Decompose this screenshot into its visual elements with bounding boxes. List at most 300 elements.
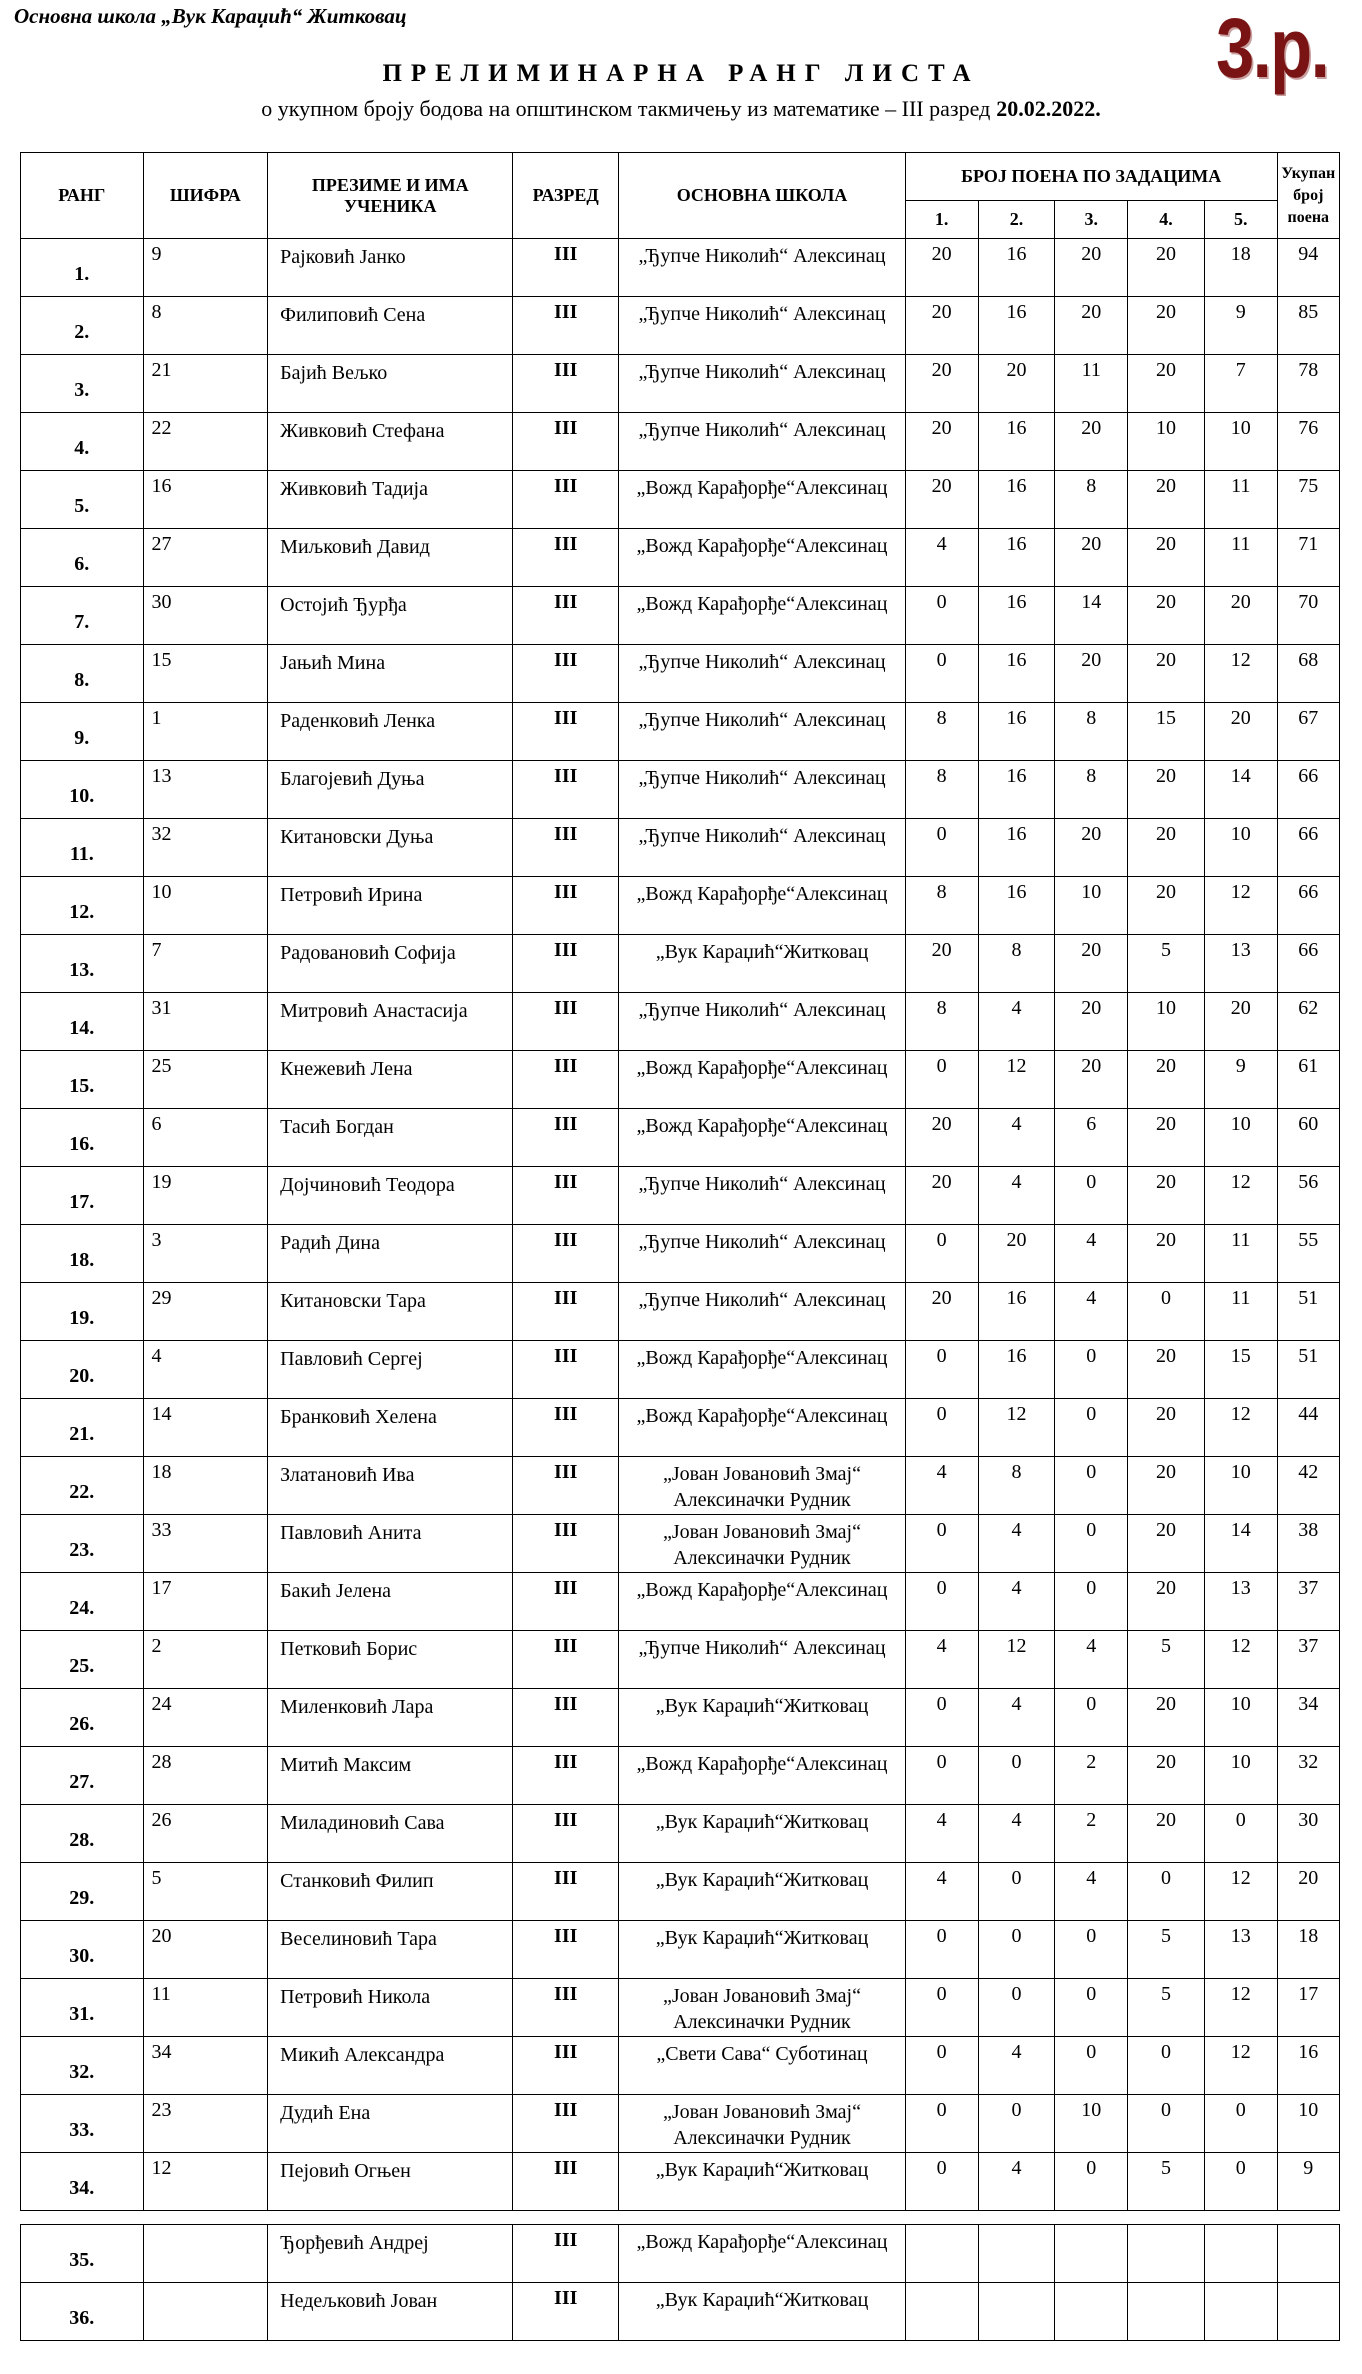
rank-cell: 6. [21,529,144,587]
rank-cell: 32. [21,2037,144,2095]
code-cell: 9 [143,239,268,297]
rank-cell: 34. [21,2153,144,2211]
task-5-points: 18 [1204,239,1277,297]
task-4-points: 20 [1128,877,1205,935]
table-row [21,703,1340,761]
grade-badge: 3.р. [1216,1,1329,95]
table-row [21,935,1340,993]
student-name-cell: Радић Дина [268,1225,513,1283]
code-cell: 32 [143,819,268,877]
table-row [21,877,1340,935]
rank-cell: 2. [21,297,144,355]
table-row [21,1109,1340,1167]
rank-cell: 28. [21,1805,144,1863]
task-1-points: 4 [905,1805,978,1863]
student-name-cell: Живковић Стефана [268,413,513,471]
task-5-points: 10 [1204,413,1277,471]
col-grade-header: РАЗРЕД [513,153,619,239]
code-cell: 19 [143,1167,268,1225]
task-5-points: 13 [1204,1573,1277,1631]
task-4-points: 5 [1128,1979,1205,2037]
task-5-points: 0 [1204,2153,1277,2211]
grade-cell: III [513,1979,619,2037]
col-points-header: БРОЈ ПОЕНА ПО ЗАДАЦИМА [905,153,1277,201]
table-row [21,1457,1340,1515]
total-points: 42 [1277,1457,1339,1515]
grade-cell: III [513,819,619,877]
school-cell: „Вук Караџић“Житковац [619,2153,906,2211]
school-cell: „Вук Караџић“Житковац [619,1863,906,1921]
rank-cell: 18. [21,1225,144,1283]
student-name-cell: Бакић Јелена [268,1573,513,1631]
task-5-points: 12 [1204,1631,1277,1689]
task-2-points: 4 [978,1689,1055,1747]
rank-cell: 13. [21,935,144,993]
task-4-points: 20 [1128,1573,1205,1631]
task-2-points: 12 [978,1051,1055,1109]
task-4-points: 20 [1128,1747,1205,1805]
table-row [21,1979,1340,2037]
task-5-points: 9 [1204,1051,1277,1109]
school-cell: „Вук Караџић“Житковац [619,1921,906,1979]
table-row [21,1051,1340,1109]
code-cell: 17 [143,1573,268,1631]
code-cell: 34 [143,2037,268,2095]
total-points: 44 [1277,1399,1339,1457]
task-5-points: 13 [1204,935,1277,993]
task-5-points: 12 [1204,1167,1277,1225]
task-4-points: 20 [1128,1167,1205,1225]
rank-cell: 24. [21,1573,144,1631]
total-points: 16 [1277,2037,1339,2095]
code-cell: 4 [143,1341,268,1399]
code-cell: 21 [143,355,268,413]
student-name-cell: Петровић Ирина [268,877,513,935]
task-1-points: 8 [905,761,978,819]
task-5-points: 11 [1204,1225,1277,1283]
grade-cell: III [513,1051,619,1109]
task-5-points: 10 [1204,1109,1277,1167]
task-1-points: 0 [905,819,978,877]
task-4-points: 20 [1128,761,1205,819]
code-cell: 26 [143,1805,268,1863]
task-2-points: 16 [978,587,1055,645]
table-row [21,529,1340,587]
task-5-points: 15 [1204,1341,1277,1399]
task-5-points: 12 [1204,645,1277,703]
code-cell: 6 [143,1109,268,1167]
grade-cell: III [513,935,619,993]
student-name-cell: Јањић Мина [268,645,513,703]
task-1-points: 0 [905,2095,978,2153]
total-points: 94 [1277,239,1339,297]
task-1-points: 0 [905,1341,978,1399]
school-cell: „Вук Караџић“Житковац [619,1805,906,1863]
task-1-points: 4 [905,1631,978,1689]
code-cell: 7 [143,935,268,993]
table-body [21,239,1340,2341]
task-1-points [905,2283,978,2341]
task-4-points: 20 [1128,297,1205,355]
task-2-points: 8 [978,1457,1055,1515]
code-cell: 3 [143,1225,268,1283]
rank-cell: 16. [21,1109,144,1167]
col-task-5-header: 5. [1204,201,1277,239]
student-name-cell: Остојић Ђурђа [268,587,513,645]
task-2-points: 12 [978,1631,1055,1689]
task-2-points: 4 [978,1167,1055,1225]
rank-cell: 29. [21,1863,144,1921]
code-cell: 2 [143,1631,268,1689]
task-5-points: 13 [1204,1921,1277,1979]
task-2-points: 16 [978,529,1055,587]
total-points: 30 [1277,1805,1339,1863]
student-name-cell: Веселиновић Тара [268,1921,513,1979]
table-row [21,587,1340,645]
task-2-points: 4 [978,1805,1055,1863]
col-rank-header: РАНГ [21,153,144,239]
table-row [21,1747,1340,1805]
student-name-cell: Павловић Сергеј [268,1341,513,1399]
task-2-points: 16 [978,645,1055,703]
task-3-points: 11 [1055,355,1128,413]
task-5-points: 14 [1204,761,1277,819]
code-cell: 10 [143,877,268,935]
total-points: 51 [1277,1283,1339,1341]
table-row [21,1225,1340,1283]
table-row [21,413,1340,471]
student-name-cell: Китановски Тара [268,1283,513,1341]
rank-cell: 11. [21,819,144,877]
task-3-points: 0 [1055,1167,1128,1225]
task-3-points: 2 [1055,1805,1128,1863]
student-name-cell: Радовановић Софија [268,935,513,993]
rank-cell: 19. [21,1283,144,1341]
rank-cell: 12. [21,877,144,935]
code-cell [143,2283,268,2341]
code-cell: 1 [143,703,268,761]
table-separator-cell [21,2211,1340,2225]
task-2-points [978,2283,1055,2341]
student-name-cell: Бранковић Хелена [268,1399,513,1457]
school-cell: „Ђупче Николић“ Алексинац [619,239,906,297]
task-3-points [1055,2283,1128,2341]
total-points: 71 [1277,529,1339,587]
school-cell: „Вожд Карађорђе“Алексинац [619,587,906,645]
grade-cell: III [513,1399,619,1457]
task-3-points: 10 [1055,877,1128,935]
total-points: 61 [1277,1051,1339,1109]
task-3-points: 10 [1055,2095,1128,2153]
task-1-points [905,2225,978,2283]
school-cell: „Вожд Карађорђе“Алексинац [619,1109,906,1167]
task-3-points: 0 [1055,1921,1128,1979]
school-cell: „Вожд Карађорђе“Алексинац [619,1051,906,1109]
total-points [1277,2225,1339,2283]
task-2-points: 0 [978,1979,1055,2037]
rank-cell: 7. [21,587,144,645]
code-cell: 30 [143,587,268,645]
table-row [21,297,1340,355]
total-points: 62 [1277,993,1339,1051]
table-row [21,2283,1340,2341]
task-3-points: 8 [1055,703,1128,761]
school-cell: „Јован Јовановић Змај“ Алексиначки Рудник [619,1515,906,1573]
table-row [21,355,1340,413]
rank-cell: 1. [21,239,144,297]
task-1-points: 0 [905,1515,978,1573]
task-3-points: 0 [1055,1399,1128,1457]
grade-cell: III [513,1921,619,1979]
grade-cell: III [513,703,619,761]
grade-cell: III [513,1283,619,1341]
task-4-points: 5 [1128,935,1205,993]
school-cell: „Вожд Карађорђе“Алексинац [619,1399,906,1457]
task-3-points: 0 [1055,2037,1128,2095]
rank-cell: 35. [21,2225,144,2283]
school-header: Основна школа „Вук Караџић“ Житковац [14,4,407,28]
grade-cell: III [513,1457,619,1515]
school-cell: „Вук Караџић“Житковац [619,2283,906,2341]
grade-cell: III [513,1515,619,1573]
total-points: 37 [1277,1573,1339,1631]
task-4-points: 20 [1128,1399,1205,1457]
grade-cell: III [513,413,619,471]
task-1-points: 20 [905,1283,978,1341]
rank-cell: 20. [21,1341,144,1399]
total-points: 32 [1277,1747,1339,1805]
school-cell: „Вожд Карађорђе“Алексинац [619,877,906,935]
table-row [21,1631,1340,1689]
grade-cell: III [513,1631,619,1689]
school-cell: „Вожд Карађорђе“Алексинац [619,1573,906,1631]
code-cell: 16 [143,471,268,529]
student-name-cell: Миљковић Давид [268,529,513,587]
task-4-points: 10 [1128,413,1205,471]
code-cell: 28 [143,1747,268,1805]
task-5-points: 12 [1204,1863,1277,1921]
task-1-points: 20 [905,239,978,297]
code-cell: 13 [143,761,268,819]
task-1-points: 20 [905,471,978,529]
task-4-points: 15 [1128,703,1205,761]
student-name-cell: Златановић Ива [268,1457,513,1515]
task-1-points: 4 [905,529,978,587]
rank-cell: 15. [21,1051,144,1109]
task-3-points: 2 [1055,1747,1128,1805]
total-points: 78 [1277,355,1339,413]
task-3-points: 14 [1055,587,1128,645]
task-1-points: 8 [905,703,978,761]
code-cell: 14 [143,1399,268,1457]
task-1-points: 0 [905,1921,978,1979]
task-4-points: 0 [1128,1863,1205,1921]
task-4-points: 0 [1128,2037,1205,2095]
grade-cell: III [513,297,619,355]
code-cell: 33 [143,1515,268,1573]
school-cell: „Ђупче Николић“ Алексинац [619,819,906,877]
page-subtitle [0,96,1362,122]
student-name-cell: Китановски Дуња [268,819,513,877]
task-4-points: 20 [1128,1109,1205,1167]
student-name-cell: Ђорђевић Андреј [268,2225,513,2283]
task-4-points: 5 [1128,2153,1205,2211]
student-name-cell: Раденковић Ленка [268,703,513,761]
table-row [21,1805,1340,1863]
student-name-cell: Недељковић Јован [268,2283,513,2341]
task-1-points: 0 [905,1689,978,1747]
task-1-points: 8 [905,877,978,935]
table-row [21,1921,1340,1979]
code-cell: 5 [143,1863,268,1921]
task-1-points: 20 [905,1167,978,1225]
task-2-points: 16 [978,703,1055,761]
student-name-cell: Миленковић Лара [268,1689,513,1747]
table-row [21,819,1340,877]
task-1-points: 4 [905,1863,978,1921]
task-1-points: 8 [905,993,978,1051]
task-3-points [1055,2225,1128,2283]
grade-cell: III [513,529,619,587]
task-4-points: 20 [1128,1457,1205,1515]
code-cell: 8 [143,297,268,355]
task-3-points: 0 [1055,1515,1128,1573]
grade-cell: III [513,2153,619,2211]
grade-cell: III [513,993,619,1051]
task-4-points: 20 [1128,1225,1205,1283]
col-code-header: ШИФРА [143,153,268,239]
task-4-points: 5 [1128,1921,1205,1979]
student-name-cell: Кнежевић Лена [268,1051,513,1109]
task-2-points: 20 [978,1225,1055,1283]
grade-cell: III [513,587,619,645]
school-cell: „Вожд Карађорђе“Алексинац [619,529,906,587]
rank-cell: 26. [21,1689,144,1747]
task-5-points: 20 [1204,587,1277,645]
task-2-points: 16 [978,297,1055,355]
task-1-points: 20 [905,1109,978,1167]
task-4-points: 20 [1128,645,1205,703]
school-cell: „Вожд Карађорђе“Алексинац [619,2225,906,2283]
task-2-points: 16 [978,819,1055,877]
task-5-points: 12 [1204,1399,1277,1457]
task-2-points: 16 [978,1341,1055,1399]
total-points: 9 [1277,2153,1339,2211]
task-4-points: 20 [1128,1805,1205,1863]
total-points: 67 [1277,703,1339,761]
grade-cell: III [513,471,619,529]
task-3-points: 4 [1055,1863,1128,1921]
task-4-points: 20 [1128,1689,1205,1747]
task-2-points: 4 [978,1573,1055,1631]
rank-cell: 17. [21,1167,144,1225]
task-3-points: 4 [1055,1225,1128,1283]
task-3-points: 6 [1055,1109,1128,1167]
school-cell: „Јован Јовановић Змај“ Алексиначки Рудник [619,1979,906,2037]
table-row [21,1283,1340,1341]
task-4-points: 20 [1128,587,1205,645]
task-1-points: 0 [905,1979,978,2037]
table-row [21,1341,1340,1399]
task-2-points: 4 [978,2037,1055,2095]
student-name-cell: Пејовић Огњен [268,2153,513,2211]
table-row [21,239,1340,297]
grade-cell: III [513,2225,619,2283]
task-1-points: 0 [905,1399,978,1457]
rank-cell: 25. [21,1631,144,1689]
code-cell: 15 [143,645,268,703]
col-task-3-header: 3. [1055,201,1128,239]
code-cell: 29 [143,1283,268,1341]
student-name-cell: Петровић Никола [268,1979,513,2037]
rank-cell: 33. [21,2095,144,2153]
grade-cell: III [513,877,619,935]
task-2-points [978,2225,1055,2283]
col-total-header: Укупан број поена [1277,153,1339,239]
task-4-points [1128,2225,1205,2283]
task-4-points: 20 [1128,1051,1205,1109]
rank-cell: 5. [21,471,144,529]
task-2-points: 0 [978,2095,1055,2153]
table-row [21,993,1340,1051]
task-3-points: 20 [1055,645,1128,703]
page-title: ПРЕЛИМИНАРНА РАНГ ЛИСТА [382,60,980,87]
task-5-points: 10 [1204,819,1277,877]
task-3-points: 0 [1055,1341,1128,1399]
task-1-points: 0 [905,1225,978,1283]
task-5-points: 20 [1204,993,1277,1051]
student-name-cell: Филиповић Сена [268,297,513,355]
task-1-points: 20 [905,935,978,993]
total-points: 66 [1277,877,1339,935]
rank-cell: 21. [21,1399,144,1457]
student-name-cell: Рајковић Јанко [268,239,513,297]
grade-cell: III [513,1109,619,1167]
code-cell: 22 [143,413,268,471]
task-2-points: 20 [978,355,1055,413]
task-1-points: 0 [905,587,978,645]
total-points: 66 [1277,935,1339,993]
total-points: 85 [1277,297,1339,355]
task-5-points: 10 [1204,1457,1277,1515]
student-name-cell: Митровић Анастасија [268,993,513,1051]
student-name-cell: Митић Максим [268,1747,513,1805]
task-2-points: 4 [978,993,1055,1051]
task-3-points: 20 [1055,1051,1128,1109]
task-3-points: 20 [1055,413,1128,471]
grade-cell: III [513,761,619,819]
task-2-points: 0 [978,1863,1055,1921]
task-5-points [1204,2283,1277,2341]
task-5-points [1204,2225,1277,2283]
table-row [21,645,1340,703]
task-2-points: 16 [978,471,1055,529]
task-2-points: 16 [978,413,1055,471]
student-name-cell: Дудић Ена [268,2095,513,2153]
rank-cell: 31. [21,1979,144,2037]
student-name-cell: Петковић Борис [268,1631,513,1689]
total-points: 18 [1277,1921,1339,1979]
school-cell: „Вук Караџић“Житковац [619,1689,906,1747]
task-4-points: 20 [1128,239,1205,297]
col-task-1-header: 1. [905,201,978,239]
task-3-points: 0 [1055,1457,1128,1515]
task-5-points: 11 [1204,1283,1277,1341]
student-name-cell: Павловић Анита [268,1515,513,1573]
task-3-points: 20 [1055,993,1128,1051]
task-5-points: 11 [1204,471,1277,529]
task-4-points: 20 [1128,355,1205,413]
